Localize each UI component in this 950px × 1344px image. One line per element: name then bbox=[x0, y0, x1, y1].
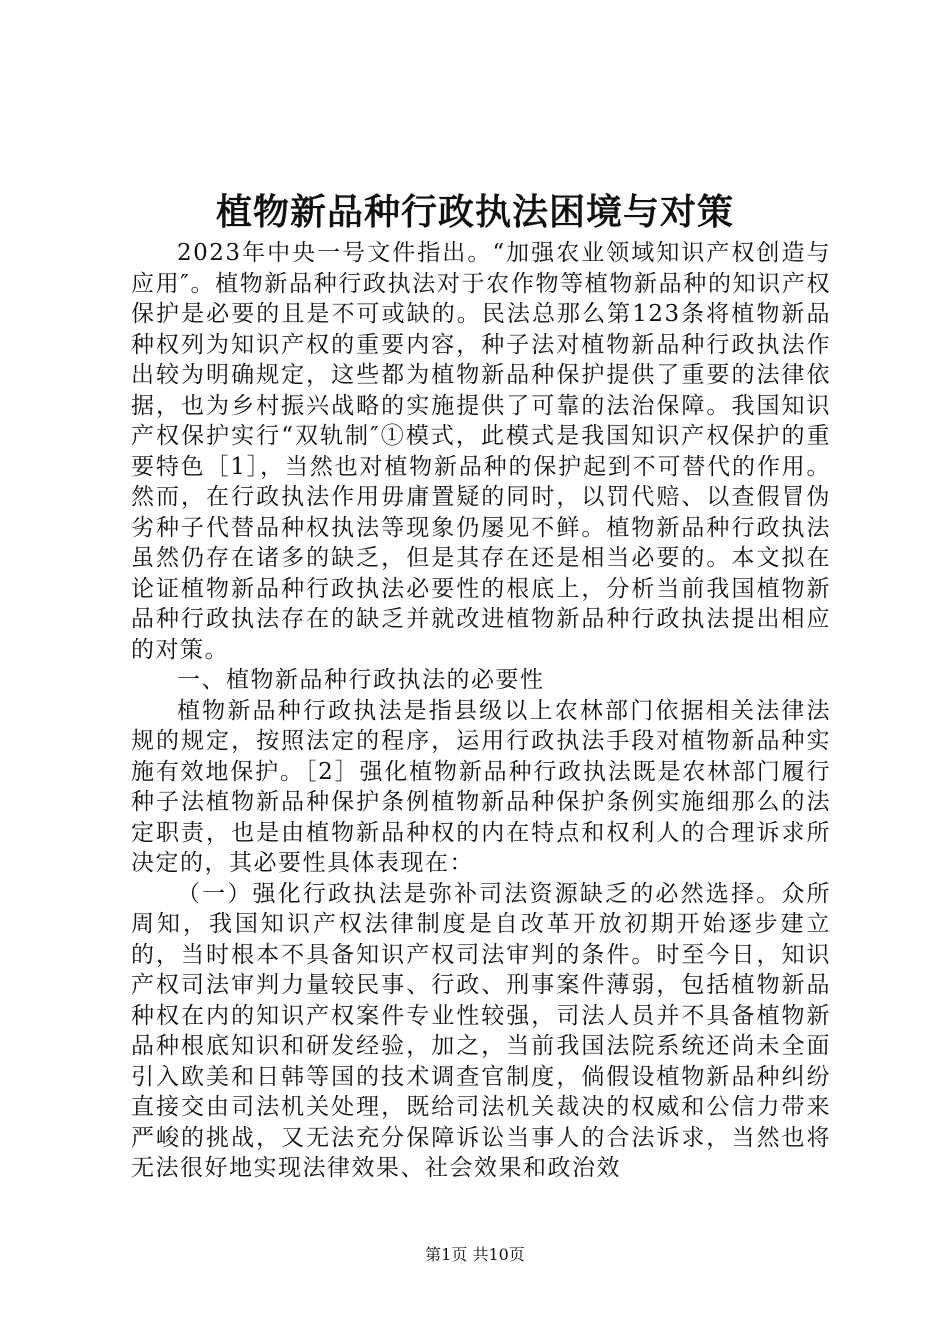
section-heading-necessity: 一、植物新品种行政执法的必要性 bbox=[177, 667, 545, 693]
paragraph-point-one: （一）强化行政执法是弥补司法资源缺乏的必然选择。众所周知，我国知识产权法律制度是自改革开放初期开始逐步建立的，当时根本不具备知识产权司法审判的条件。时至今日，知识产权司法审判力量较民事、行政、刑事案件薄弱，包括植物新品种权在内的知识产权案件专业性较强，司法人员并不具备植物新品种根底知识和研发经验，加之，当前我国法院系统还尚未全面引入欧美和日韩等国的技术调查官制度，倘假设植物新品种纠纷直接交由司法机关处理，既给司法机关裁决的权威和公信力带来严峻的挑战，又无法充分保障诉讼当事人的合法诉求，当然也将无法很好地实现法律效果、社会效果和政治效 bbox=[131, 880, 831, 1181]
page-footer: 第1页 共10页 bbox=[425, 1245, 525, 1264]
document-title: 植物新品种行政执法困境与对策 bbox=[215, 191, 734, 233]
document-body bbox=[131, 238, 831, 1184]
paragraph-intro: 2023年中央一号文件指出。“加强农业领域知识产权创造与应用″。植物新品种行政执法对于农作物等植物新品种的知识产权保护是必要的且是不可或缺的。民法总那么第123条将植物新品种权列为知识产权的重要内容，种子法对植物新品种行政执法作出较为明确规定，这些都为植物新品种保护提供了重要的法律依据，也为乡村振兴战略的实施提供了可靠的法治保障。我国知识产权保护实行“双轨制″①模式，此模式是我国知识产权保护的重要特色［1］，当然也对植物新品种的保护起到不可替代的作用。然而，在行政执法作用毋庸置疑的同时，以罚代赔、以查假冒伪劣种子代替品种权执法等现象仍屡见不鲜。植物新品种行政执法虽然仍存在诸多的缺乏，但是其存在还是相当必要的。本文拟在论证植物新品种行政执法必要性的根底上，分析当前我国植物新品种行政执法存在的缺乏并就改进植物新品种行政执法提出相应的对策。 bbox=[131, 240, 831, 663]
paragraph-definition: 植物新品种行政执法是指县级以上农林部门依据相关法律法规的规定，按照法定的程序，运用行政执法手段对植物新品种实施有效地保护。［2］强化植物新品种行政执法既是农林部门履行种子法植物新品种保护条例植物新品种保护条例实施细那么的法定职责，也是由植物新品种权的内在特点和权利人的合理诉求所决定的，其必要性具体表现在： bbox=[131, 697, 831, 876]
